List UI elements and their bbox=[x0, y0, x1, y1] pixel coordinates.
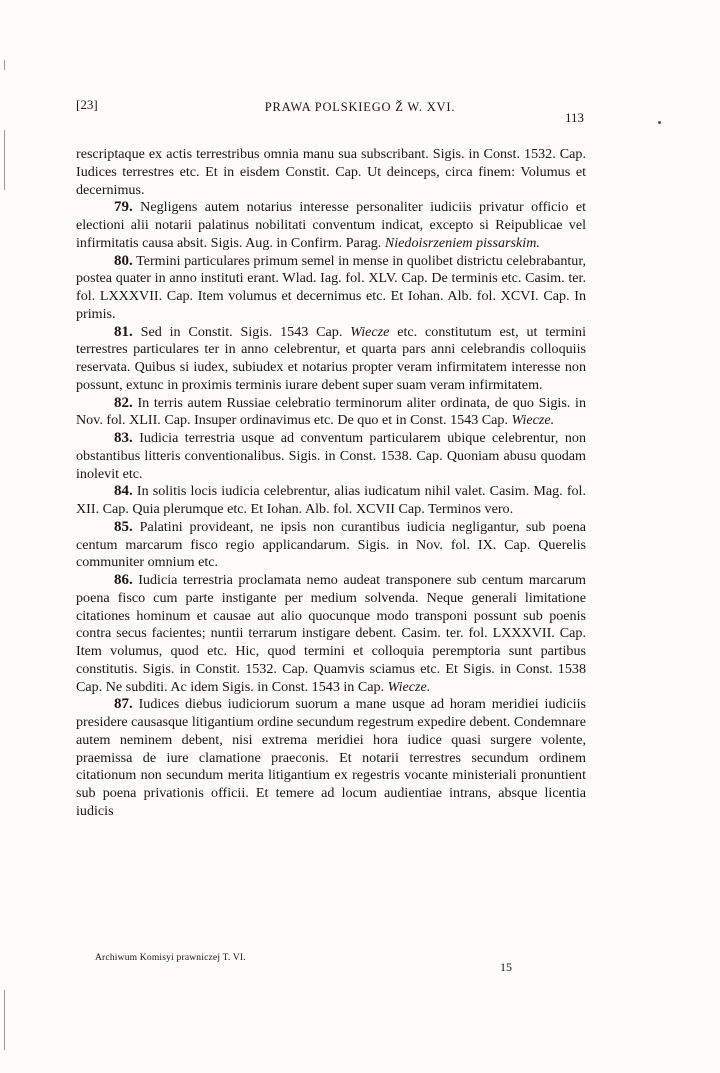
paragraph-text: Termini particulares primum semel in mense in quolibet districtu celebrabantur, postea quater in anno instituti erant. Wlad. Iag. fol. XLV. Cap. De terminis etc. Casim. ter. fol. LXXXVII. Cap. Item volumus et decernimus etc. Et Iohan. Alb. fol. XCVI. Cap. In primis. bbox=[76, 252, 586, 322]
section-80 bbox=[76, 253, 586, 324]
paragraph-text: rescriptaque ex actis terrestribus omnia manu sua subscribant. Sigis. in Const. 1532. Cap. Iudices terrestres etc. Et in eisdem Constit. Cap. Ut deinceps, circa finem: Volumus et decernimus. bbox=[76, 146, 586, 198]
section-79 bbox=[76, 199, 586, 252]
section-number: 80. bbox=[114, 252, 133, 269]
page-edge-mark bbox=[4, 60, 5, 70]
section-87 bbox=[76, 696, 586, 820]
paragraph-text: Iudicia terrestria proclamata nemo audeat transponere sub centum marcarum poena fisco cum parte instigante per medium solvenda. Neque generali limitatione citationes hominum et causae aut alio quocunque modo transponi possunt sub poenis contra secus facientes; nuntii terrarum instigare debent. Casim. ter. fol. LXXXVII. Cap. Item volumus, quod etc. Hic, quod termini et colloquia peremptoria sunt partibus constitutis. Sigis. in Constit. 1532. Cap. Quamvis sciamus etc. Et Sigis. in Const. 1538 Cap. Ne subditi. Ac idem Sigis. in Const. 1543 in Cap. bbox=[76, 572, 586, 695]
paragraph bbox=[76, 146, 586, 199]
paragraph-text: Iudices diebus iudiciorum suorum a mane usque ad horam meridiei iudiciis presidere causasque litigantium ordine secundum regestrum expedire debent. Condemnare autem neminem debent, nisi extrema meridiei hora iudice quasi surgere volente, praemissa de iure clamatione praeconis. Et notarii terrestres secundum ordinem citationum non secundum merita litigantium ex regestris vocante ministeriali pronuntient sub poena privationis officii. Et temere ad locum audientiae intrans, absque licentia iudicis bbox=[76, 696, 586, 819]
paragraph-text: etc. constitutum est, ut termini terrestres particulares ter in anno celebrentur, et quarta pars anni celebrandis colloquiis reservata. Quibus si iudex, subiudex et notarius propter veram infirmitatem interesse non possunt, extunc in proximis terminis iurare debent super suam veram infirmitatem. bbox=[76, 323, 587, 393]
footer-signature-mark: 15 bbox=[500, 960, 512, 974]
section-81 bbox=[76, 324, 586, 395]
paragraph-text: Palatini provideant, ne ipsis non curantibus iudicia negligantur, sub poena centum marcarum fisco regio applicandarum. Sigis. in Nov. fol. IX. Cap. Querelis communiter omnium etc. bbox=[76, 518, 586, 571]
italic-text: Wiecze. bbox=[511, 412, 555, 429]
section-number: 83. bbox=[114, 430, 133, 446]
stray-mark bbox=[658, 121, 661, 124]
section-number: 86. bbox=[114, 572, 133, 588]
body-text bbox=[76, 146, 586, 821]
page-edge-mark bbox=[4, 130, 5, 190]
paragraph-text: In terris autem Russiae celebratio terminorum aliter ordinata, de quo Sigis. in Nov. fol. XLII. Cap. Insuper ordinavimus etc. De quo et in Const. 1543 Cap. bbox=[76, 394, 586, 429]
paragraph-text: Iudicia terrestria usque ad conventum particularem ubique celebrentur, non obstantibus litteris conventionalibus. Sigis. in Const. 1538. Cap. Quoniam abusu quodam inolevit etc. bbox=[76, 430, 586, 482]
section-84 bbox=[76, 483, 586, 519]
section-number: 82. bbox=[114, 394, 133, 411]
section-number: 87. bbox=[114, 696, 133, 713]
italic-text: Wiecze bbox=[350, 323, 390, 340]
header-title: PRAWA POLSKIEGO Ž W. XVI. bbox=[264, 100, 456, 114]
header-page-label: [23] bbox=[76, 97, 98, 112]
page-edge-mark bbox=[4, 990, 5, 1050]
section-number: 79. bbox=[114, 199, 133, 216]
section-85 bbox=[76, 519, 586, 572]
footer-note: Archiwum Komisyi prawniczej T. VI. bbox=[95, 953, 246, 963]
paragraph-text: Sed in Constit. Sigis. 1543 Cap. bbox=[132, 323, 351, 340]
section-86 bbox=[76, 572, 586, 696]
italic-text: Niedoisrzeniem pissarskim. bbox=[384, 234, 540, 251]
italic-text: Wiecze. bbox=[387, 678, 431, 695]
section-83 bbox=[76, 430, 586, 483]
section-number: 81. bbox=[114, 323, 133, 340]
section-number: 84. bbox=[114, 483, 133, 500]
header-page-number: 113 bbox=[565, 110, 585, 125]
section-number: 85. bbox=[114, 518, 133, 535]
paragraph-text: Negligens autem notarius interesse personaliter iudiciis privatur officio et electioni alii notarii palatinus nobilitati conventum indicat, excepto si Reipublicae vel infirmitatis causa absit. Sigis. Aug. in Confirm. Parag. bbox=[76, 199, 586, 251]
section-82 bbox=[76, 395, 586, 431]
paragraph-text: In solitis locis iudicia celebrentur, alias iudicatum nihil valet. Casim. Mag. fol. XII. Cap. Quia plerumque etc. Et Iohan. Alb. fol. XCVII Cap. Terminos vero. bbox=[76, 483, 586, 517]
